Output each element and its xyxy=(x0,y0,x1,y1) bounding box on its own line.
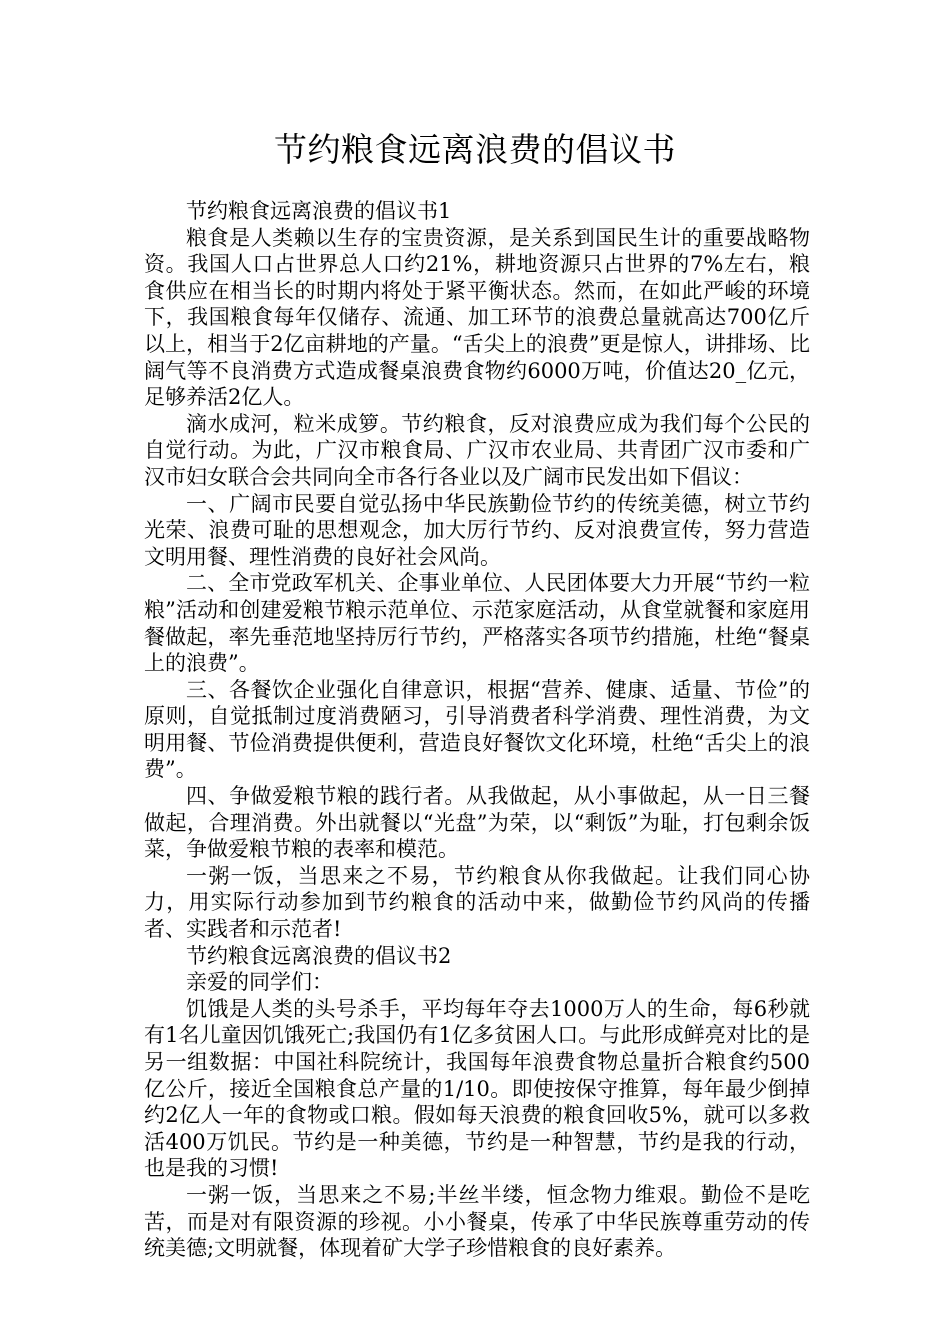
paragraph-call: 滴水成河，粒米成箩。节约粮食，反对浪费应成为我们每个公民的自觉行动。为此，广汉市粮食局、广汉市农业局、共青团广汉市委和广汉市妇女联合会共同向全市各行各业以及广阔市民发出如下倡议： xyxy=(144,411,810,489)
paragraph-intro: 粮食是人类赖以生存的宝贵资源，是关系到国民生计的重要战略物资。我国人口占世界总人口约21%，耕地资源只占世界的7%左右，粮食供应在相当长的时期内将处于紧平衡状态。然而，在如此严峻的环境下，我国粮食每年仅储存、流通、加工环节的浪费总量就高达700亿斤以上，相当于2亿亩耕地的产量。“舌尖上的浪费”更是惊人，讲排场、比阔气等不良消费方式造成餐桌浪费食物约6000万吨，价值达20_亿元，足够养活2亿人。 xyxy=(144,225,810,410)
section-heading-1: 节约粮食远离浪费的倡议书1 xyxy=(186,199,452,223)
paragraph-proposal-3: 三、各餐饮企业强化自律意识，根据“营养、健康、适量、节俭”的原则，自觉抵制过度消费陋习，引导消费者科学消费、理性消费，为文明用餐、节俭消费提供便利，营造良好餐饮文化环境，杜绝“舌尖上的浪费”。 xyxy=(144,677,810,782)
document-title: 节约粮食远离浪费的倡议书 xyxy=(274,130,676,169)
paragraph-hunger-stats: 饥饿是人类的头号杀手，平均每年夺去1000万人的生命，每6秒就有1名儿童因饥饿死亡;我国仍有1亿多贫困人口。与此形成鲜亮对比的是另一组数据：中国社科院统计，我国每年浪费食物总量折合粮食约500亿公斤，接近全国粮食总产量的1/10。即使按保守推算，每年最少倒掉约2亿人一年的食物或口粮。假如每天浪费的粮食回收5%，就可以多救活400万饥民。节约是一种美德，节约是一种智慧，节约是我的行动，也是我的习惯! xyxy=(144,996,810,1181)
paragraph-closing: 一粥一饭，当思来之不易，节约粮食从你我做起。让我们同心协力，用实际行动参加到节约粮食的活动中来，做勤俭节约风尚的传播者、实践者和示范者! xyxy=(144,863,810,942)
paragraph-proposal-4: 四、争做爱粮节粮的践行者。从我做起，从小事做起，从一日三餐做起，合理消费。外出就餐以“光盘”为荣，以“剩饭”为耻，打包剩余饭菜，争做爱粮节粮的表率和模范。 xyxy=(144,784,810,862)
paragraph-thrift: 一粥一饭，当思来之不易;半丝半缕，恒念物力维艰。勤俭不是吃苦，而是对有限资源的珍视。小小餐桌，传承了中华民族尊重劳动的传统美德;文明就餐，体现着矿大学子珍惜粮食的良好素养。 xyxy=(144,1182,810,1261)
paragraph-proposal-1: 一、广阔市民要自觉弘扬中华民族勤俭节约的传统美德，树立节约光荣、浪费可耻的思想观念，加大厉行节约、反对浪费宣传，努力营造文明用餐、理性消费的良好社会风尚。 xyxy=(144,491,810,569)
paragraph-proposal-2: 二、全市党政军机关、企事业单位、人民团体要大力开展“节约一粒粮”活动和创建爱粮节粮示范单位、示范家庭活动，从食堂就餐和家庭用餐做起，率先垂范地坚持厉行节约，严格落实各项节约措施，杜绝“餐桌上的浪费”。 xyxy=(144,571,810,676)
document-body xyxy=(144,198,810,1262)
section-heading-2: 节约粮食远离浪费的倡议书2 xyxy=(186,943,452,968)
paragraph-greeting: 亲爱的同学们： xyxy=(186,970,333,995)
